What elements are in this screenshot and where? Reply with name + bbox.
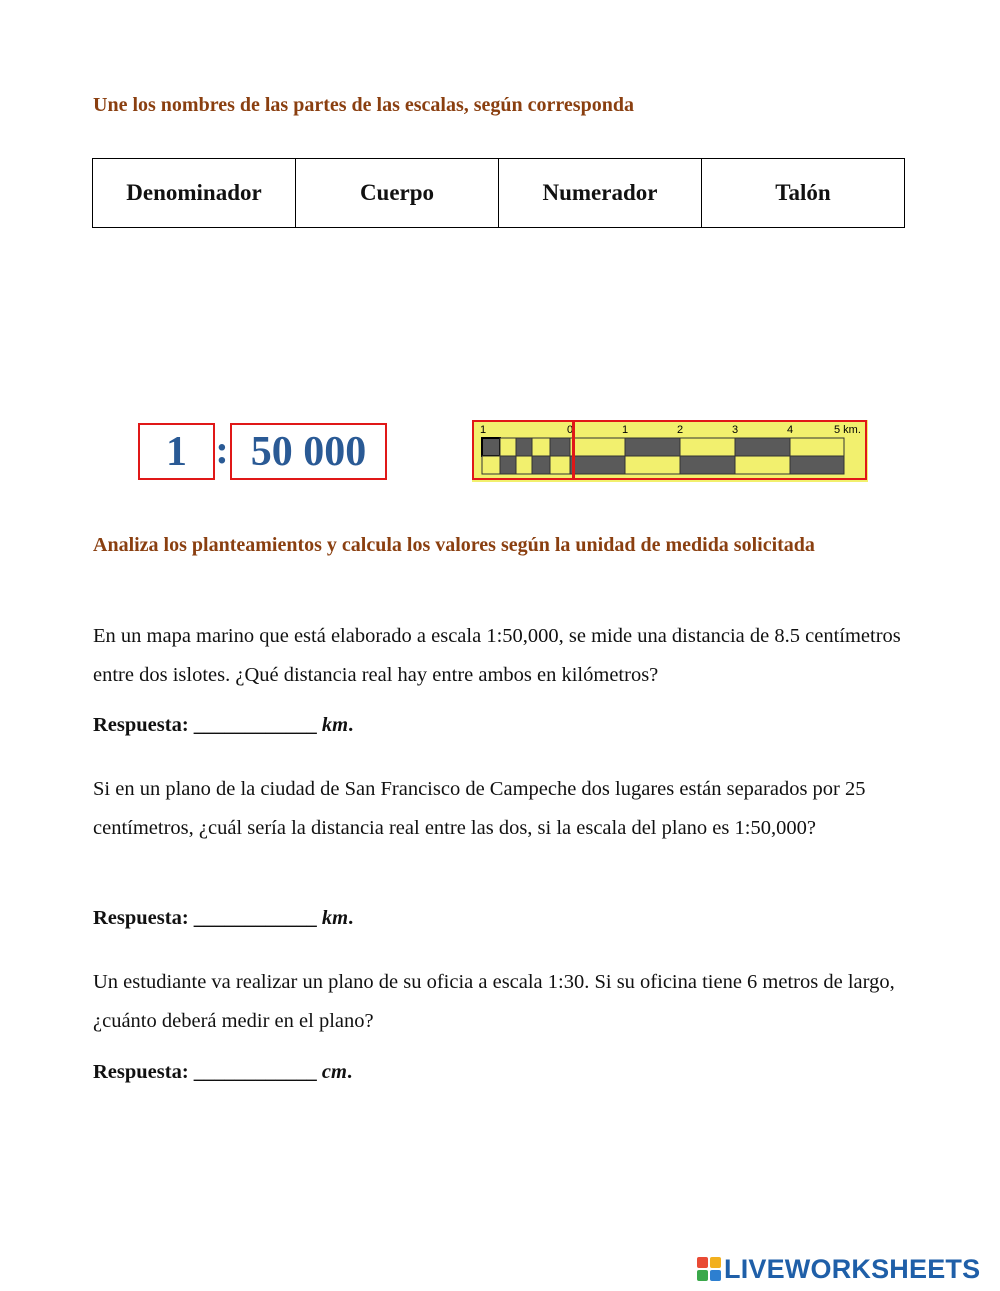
answer-label: Respuesta: <box>93 1061 189 1083</box>
heel-segment <box>532 456 550 474</box>
heel-segment <box>550 456 570 474</box>
problem-1-text: En un mapa marino que está elaborado a escala 1:50,000, se mide una distancia de 8.5 centímetros entre dos islotes. ¿Qué distancia real hay entre ambos en kilómetros? <box>93 625 901 686</box>
part-label-denominador[interactable]: Denominador <box>93 159 296 228</box>
numeric-scale-separator: : <box>215 427 229 472</box>
body-segment <box>790 438 844 456</box>
body-segment <box>570 456 625 474</box>
body-segment <box>790 456 844 474</box>
answer-period: . <box>348 714 354 736</box>
heel-segment <box>532 438 550 456</box>
answer-period: . <box>348 907 354 929</box>
graphic-scale <box>472 420 868 482</box>
answer-blank[interactable]: ____________ <box>193 907 317 929</box>
scale-zero-label: 0 <box>567 424 574 436</box>
problem-2-answer <box>93 904 353 932</box>
heel-segment <box>482 456 500 474</box>
body-segment <box>625 456 680 474</box>
body-segment <box>680 438 735 456</box>
problem-3-text: Un estudiante va realizar un plano de su oficia a escala 1:30. Si su oficina tiene 6 metros de largo, ¿cuánto deberá medir en el plano? <box>93 971 895 1032</box>
heel-segment <box>516 456 532 474</box>
scale-end-label: 5 km. <box>834 424 861 436</box>
heel-segment <box>550 438 570 456</box>
numeric-scale-denominator-box[interactable] <box>230 423 387 480</box>
body-segment <box>735 438 790 456</box>
body-segment <box>680 456 735 474</box>
answer-label: Respuesta: <box>93 714 189 736</box>
heel-segment <box>516 438 532 456</box>
answer-period: . <box>346 1061 353 1083</box>
instruction-analyze: Analiza los planteamientos y calcula los valores según la unidad de medida solicitada <box>93 534 815 556</box>
body-segment <box>735 456 790 474</box>
answer-unit: cm <box>321 1061 347 1083</box>
liveworksheets-logo-icon <box>697 1257 721 1281</box>
part-label-talon[interactable]: Talón <box>702 159 905 228</box>
instruction-match-parts: Une los nombres de las partes de las escalas, según corresponda <box>93 94 634 116</box>
heel-segment <box>500 438 516 456</box>
answer-unit: km <box>321 907 349 929</box>
answer-unit: km <box>321 714 349 736</box>
scale-tick-label: 3 <box>732 424 739 436</box>
numeric-scale-numerator-box[interactable] <box>138 423 215 480</box>
answer-label: Respuesta: <box>93 907 189 929</box>
heel-segment <box>500 456 516 474</box>
scale-tick-label: 4 <box>787 424 794 436</box>
liveworksheets-brand <box>697 1252 980 1286</box>
body-segment <box>570 438 625 456</box>
part-label-numerador[interactable]: Numerador <box>499 159 702 228</box>
scale-heel-label: 1 <box>480 424 487 436</box>
problem-3-answer <box>93 1058 352 1086</box>
parts-table <box>92 158 905 228</box>
answer-blank[interactable]: ____________ <box>193 1061 317 1083</box>
problem-1-answer <box>93 711 353 739</box>
numeric-scale-denominator: 50 000 <box>250 429 367 475</box>
numeric-scale-numerator: 1 <box>166 429 187 475</box>
heel-segment <box>482 438 500 456</box>
scale-tick-label: 2 <box>677 424 684 436</box>
brand-name: LIVEWORKSHEETS <box>724 1253 981 1284</box>
scale-tick-label: 1 <box>622 424 629 436</box>
answer-blank[interactable]: ____________ <box>193 714 317 736</box>
problem-2-text: Si en un plano de la ciudad de San Francisco de Campeche dos lugares están separados por 25 centímetros, ¿cuál sería la distancia real entre las dos, si la escala del plano es 1:50,000? <box>93 778 866 839</box>
body-segment <box>625 438 680 456</box>
part-label-cuerpo[interactable]: Cuerpo <box>296 159 499 228</box>
